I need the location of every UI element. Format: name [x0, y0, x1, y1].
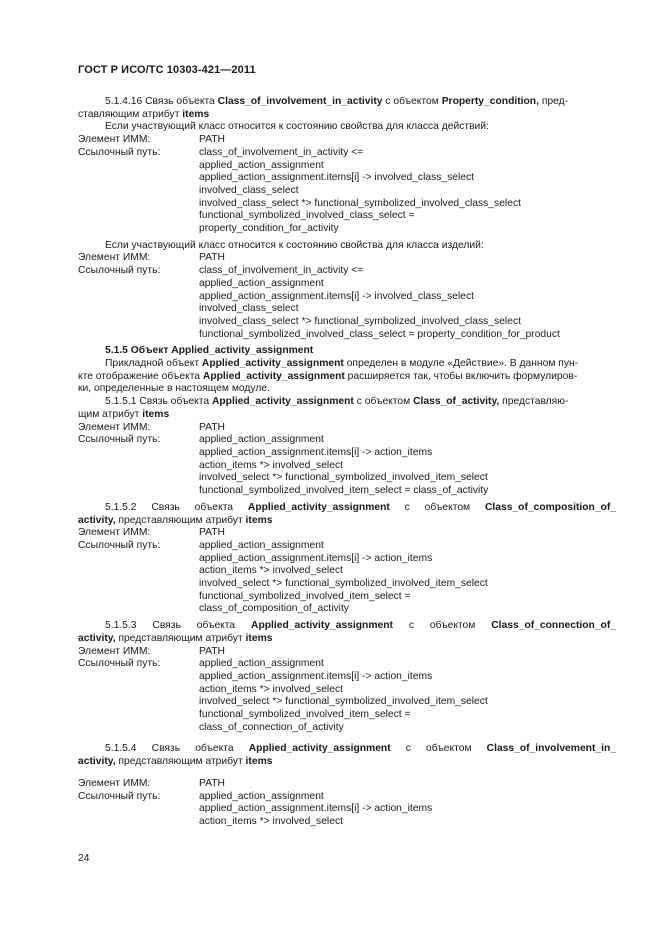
mapping-path-row	[78, 472, 616, 485]
mapping-label	[78, 671, 199, 684]
mapping-value: involved_class_select *> functional_symbolized_involved_class_select	[199, 315, 521, 327]
mapping-block	[78, 527, 616, 616]
mapping-label	[78, 485, 199, 498]
mapping-path-row	[78, 210, 616, 223]
mapping-block	[78, 134, 616, 236]
section-5-1-5-para-line2: кте отображение объекта Applied_activity_assignment расширяется так, чтобы включить формулиров-	[78, 370, 578, 382]
page-number: 24	[78, 853, 90, 864]
mapping-label	[78, 709, 199, 722]
mapping-label	[78, 316, 199, 329]
section-5-1-5-heading: 5.1.5 Объект Applied_activity_assignment	[105, 345, 314, 357]
mapping-element-row	[78, 422, 616, 435]
section-5-1-5-para-line3: ки, определенные в настоящем модуле.	[78, 383, 270, 395]
mapping-label	[78, 160, 199, 173]
mapping-label	[78, 553, 199, 566]
mapping-label	[78, 223, 199, 236]
mapping-path-row	[78, 722, 616, 735]
mapping-label	[78, 591, 199, 604]
mapping-label: Элемент ИММ:	[78, 252, 151, 264]
mapping-value: applied_action_assignment	[199, 539, 324, 551]
mapping-path-row	[78, 553, 616, 566]
mapping-value: functional_symbolized_involved_class_select =	[199, 210, 415, 222]
mapping-value: applied_action_assignment.items[i] -> involved_class_select	[199, 290, 475, 302]
mapping-path-row	[78, 658, 616, 671]
mapping-value: applied_action_assignment.items[i] -> action_items	[199, 552, 433, 564]
mapping-label	[78, 198, 199, 211]
mapping-label	[78, 447, 199, 460]
mapping-label	[78, 303, 199, 316]
mapping-label	[78, 278, 199, 291]
mapping-label: Элемент ИММ:	[78, 134, 151, 146]
mapping-value: action_items *> involved_select	[199, 683, 343, 695]
mapping-element-row	[78, 134, 616, 147]
mapping-value: applied_action_assignment	[199, 790, 324, 802]
mapping-path-row	[78, 160, 616, 173]
mapping-value: property_condition_for_activity	[199, 223, 339, 235]
mapping-value: applied_action_assignment	[199, 159, 324, 171]
mapping-path-row	[78, 709, 616, 722]
section-5-1-5-1-heading: 5.1.5.1 Связь объекта Applied_activity_assignment с объектом Class_of_activity, представляю-	[105, 396, 569, 408]
section-5-1-5-2-heading-cont: activity, представляющим атрибут items	[78, 514, 273, 526]
mapping-path-row	[78, 803, 616, 816]
mapping-path-row	[78, 185, 616, 198]
mapping-label: Ссылочный путь:	[78, 146, 161, 158]
section-5-1-5-3-heading: 5.1.5.3 Связь объекта Applied_activity_assignment с объектом Class_of_connection_of_	[105, 620, 616, 632]
mapping-value: involved_class_select	[199, 184, 299, 196]
mapping-value: applied_action_assignment	[199, 277, 324, 289]
mapping-label: Ссылочный путь:	[78, 265, 161, 277]
mapping-value: functional_symbolized_involved_item_select =	[199, 590, 411, 602]
section-5-1-5-para-line1: Прикладной объект Applied_activity_assignment определен в модуле «Действие». В данном пун-	[105, 358, 579, 370]
mapping-path-row	[78, 696, 616, 709]
mapping-label	[78, 803, 199, 816]
document-body	[78, 96, 616, 829]
mapping-path-row	[78, 329, 616, 342]
mapping-path-row	[78, 816, 616, 829]
mapping-value: class_of_involvement_in_activity <=	[199, 265, 364, 277]
section-5-1-5-3-heading-cont: activity, представляющим атрибут items	[78, 632, 273, 644]
mapping-value: involved_select *> functional_symbolized_involved_item_select	[199, 472, 488, 484]
mapping-value: applied_action_assignment.items[i] -> involved_class_select	[199, 172, 475, 184]
mapping-value: applied_action_assignment	[199, 658, 324, 670]
mapping-label	[78, 722, 199, 735]
mapping-value: PATH	[199, 134, 225, 146]
mapping-value: involved_class_select	[199, 303, 299, 315]
mapping-path-row	[78, 198, 616, 211]
mapping-label: Ссылочный путь:	[78, 434, 161, 446]
mapping-value: class_of_connection_of_activity	[199, 721, 344, 733]
mapping-value: PATH	[199, 252, 225, 264]
section-5-1-5-4-heading: 5.1.5.4 Связь объекта Applied_activity_assignment с объектом Class_of_involvement_in_	[105, 743, 616, 755]
mapping-element-row	[78, 252, 616, 265]
mapping-value: PATH	[199, 645, 225, 657]
mapping-label	[78, 172, 199, 185]
mapping-value: class_of_involvement_in_activity <=	[199, 146, 364, 158]
section-5-1-5-1-heading-cont: щим атрибут items	[78, 408, 170, 420]
mapping-value: class_of_composition_of_activity	[199, 603, 349, 615]
section-5-1-5-2-heading: 5.1.5.2 Связь объекта Applied_activity_assignment с объектом Class_of_composition_of_	[105, 501, 616, 513]
mapping-value: action_items *> involved_select	[199, 459, 343, 471]
mapping-label: Ссылочный путь:	[78, 539, 161, 551]
mapping-block	[78, 422, 616, 498]
mapping-path-row	[78, 447, 616, 460]
mapping-path-row	[78, 603, 616, 616]
mapping-label: Ссылочный путь:	[78, 658, 161, 670]
mapping-block	[78, 778, 616, 829]
section-5-1-4-16-heading-cont: ставляющим атрибут items	[78, 108, 210, 120]
mapping-value: PATH	[199, 527, 225, 539]
mapping-value: applied_action_assignment	[199, 434, 324, 446]
mapping-label	[78, 291, 199, 304]
mapping-value: PATH	[199, 421, 225, 433]
mapping-path-row	[78, 434, 616, 447]
mapping-path-row	[78, 265, 616, 278]
mapping-value: action_items *> involved_select	[199, 565, 343, 577]
mapping-label	[78, 185, 199, 198]
mapping-value: functional_symbolized_involved_item_select =	[199, 709, 411, 721]
mapping-element-row	[78, 527, 616, 540]
mapping-path-row	[78, 172, 616, 185]
mapping-label: Ссылочный путь:	[78, 790, 161, 802]
condition-product: Если участвующий класс относится к состоянию свойства для класса изделий:	[105, 239, 484, 251]
mapping-label	[78, 565, 199, 578]
mapping-value: applied_action_assignment.items[i] -> action_items	[199, 670, 433, 682]
mapping-path-row	[78, 460, 616, 473]
mapping-path-row	[78, 791, 616, 804]
page-header: ГОСТ Р ИСО/ТС 10303-421—2011	[78, 64, 256, 76]
mapping-label	[78, 816, 199, 829]
mapping-label	[78, 460, 199, 473]
mapping-label	[78, 472, 199, 485]
mapping-path-row	[78, 540, 616, 553]
mapping-path-row	[78, 684, 616, 697]
mapping-path-row	[78, 485, 616, 498]
mapping-label	[78, 696, 199, 709]
mapping-path-row	[78, 316, 616, 329]
mapping-value: involved_class_select *> functional_symbolized_involved_class_select	[199, 197, 521, 209]
mapping-path-row	[78, 291, 616, 304]
mapping-value: involved_select *> functional_symbolized_involved_item_select	[199, 578, 488, 590]
mapping-value: action_items *> involved_select	[199, 815, 343, 827]
condition-activity: Если участвующий класс относится к состоянию свойства для класса действий:	[105, 121, 489, 133]
mapping-value: involved_select *> functional_symbolized_involved_item_select	[199, 696, 488, 708]
mapping-label	[78, 329, 199, 342]
mapping-label: Элемент ИММ:	[78, 645, 151, 657]
mapping-element-row	[78, 646, 616, 659]
section-5-1-5-4-heading-cont: activity, представляющим атрибут items	[78, 756, 273, 768]
mapping-label	[78, 210, 199, 223]
mapping-path-row	[78, 578, 616, 591]
mapping-path-row	[78, 303, 616, 316]
mapping-path-row	[78, 565, 616, 578]
mapping-label: Элемент ИММ:	[78, 527, 151, 539]
mapping-path-row	[78, 591, 616, 604]
mapping-label	[78, 603, 199, 616]
mapping-label	[78, 684, 199, 697]
mapping-element-row	[78, 778, 616, 791]
mapping-path-row	[78, 147, 616, 160]
section-5-1-4-16-heading: 5.1.4.16 Связь объекта Class_of_involvement_in_activity с объектом Property_condition, пред-	[105, 96, 569, 107]
mapping-label: Элемент ИММ:	[78, 777, 151, 789]
mapping-value: applied_action_assignment.items[i] -> action_items	[199, 803, 433, 815]
mapping-path-row	[78, 671, 616, 684]
mapping-label: Элемент ИММ:	[78, 421, 151, 433]
mapping-value: functional_symbolized_involved_item_select = class_of_activity	[199, 485, 489, 497]
mapping-block	[78, 252, 616, 341]
mapping-label	[78, 578, 199, 591]
mapping-path-row	[78, 223, 616, 236]
mapping-path-row	[78, 278, 616, 291]
mapping-value: applied_action_assignment.items[i] -> action_items	[199, 446, 433, 458]
mapping-block	[78, 646, 616, 735]
mapping-value: functional_symbolized_involved_class_select = property_condition_for_product	[199, 328, 560, 340]
mapping-value: PATH	[199, 777, 225, 789]
